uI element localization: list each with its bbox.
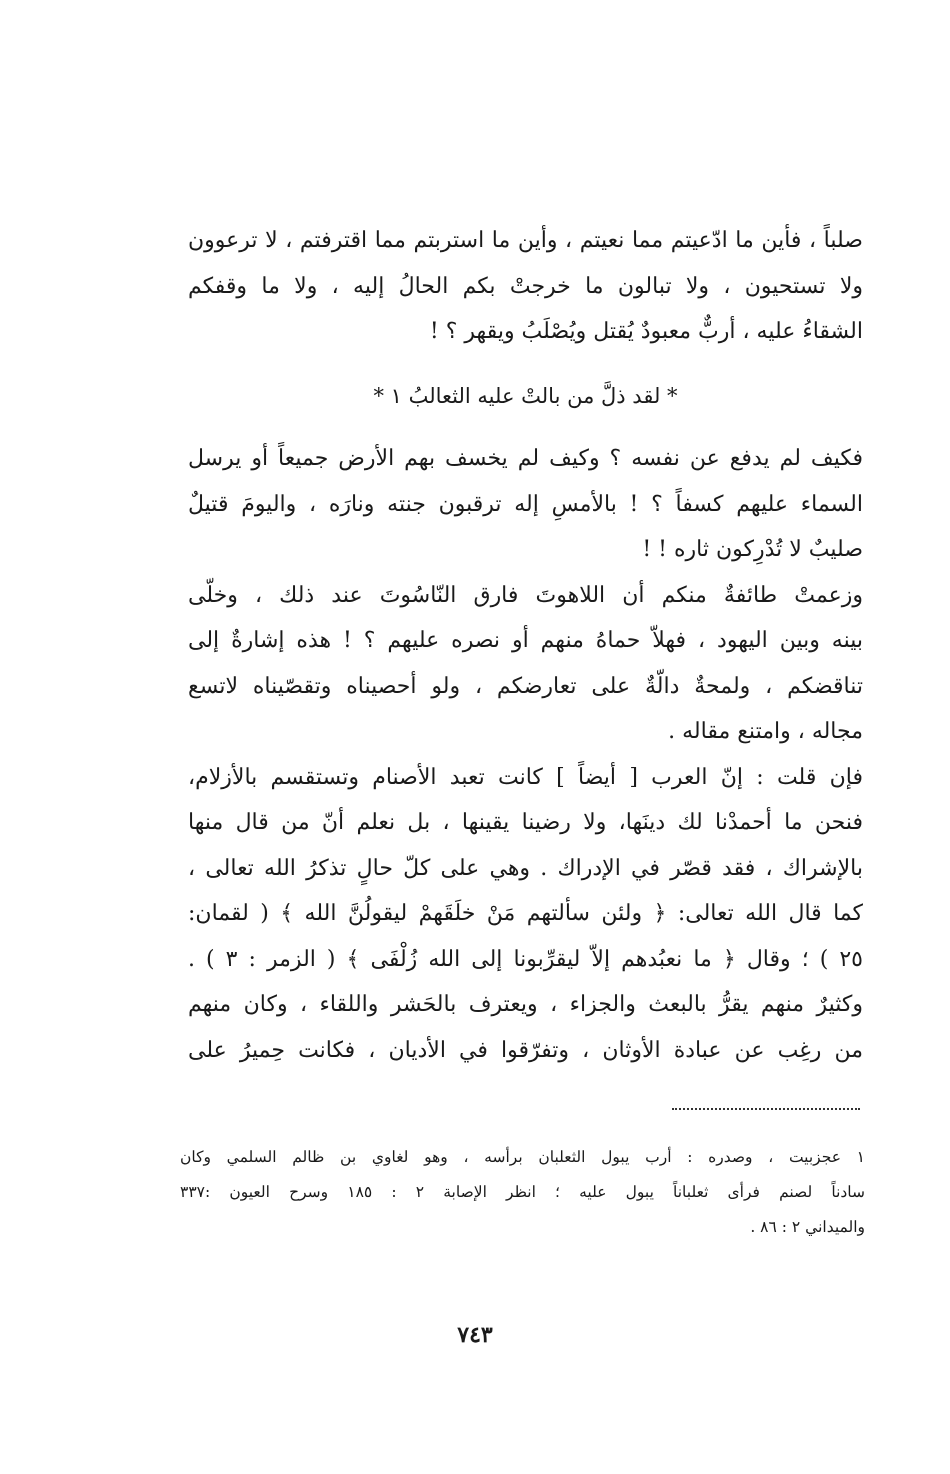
verse-line: * لقد ذلَّ من بالتْ عليه الثعالبُ ١ * bbox=[373, 384, 678, 408]
text-line: بينه وبين اليهود ، فهلاّ حماهُ منهم أو نصره عليهم ؟ ! هذه إشارةٌ إلى bbox=[188, 628, 863, 653]
text-line: ولا تستحيون ، ولا تبالون ما خرجتْ بكم الحالُ إليه ، ولا ما وقفكم bbox=[188, 273, 863, 299]
page-number: ٧٤٣ bbox=[457, 1322, 493, 1348]
text-line: بالإشراك ، فقد قصّر في الإدراك . وهي على كلّ حالٍ تذكرُ الله تعالى ، bbox=[188, 855, 863, 881]
text-line: من رغِب عن عبادة الأوثان ، وتفرّقوا في الأديان ، فكانت حِميرُ على bbox=[188, 1037, 863, 1063]
text-line: كما قال الله تعالى: ﴿ ولئن سألتهم مَنْ خلَقَهمْ ليقولُنَّ الله ﴾ ( لقمان: bbox=[188, 901, 863, 926]
text-line: وزعمتْ طائفةٌ منكم أن اللاهوتَ فارق النّاسُوتَ عند ذلك ، وخلّى bbox=[188, 582, 863, 608]
text-line: فنحن ما أحمدْنا لك دينَها، ولا رضينا يقينها ، بل نعلم أنّ من قال منها bbox=[188, 810, 863, 835]
footnote-line: سادناً لصنم فرأى ثعلباناً يبول عليه ؛ انظر الإصابة ٢ : ١٨٥ وسرح العيون :٣٣٧ bbox=[180, 1183, 865, 1201]
text-line: صليبٌ لا تُدْرِكون ثاره ! ! bbox=[642, 537, 863, 562]
text-line: السماء عليهم كسفاً ؟ ! بالأمسِ إله ترقبون جنته ونارَه ، واليومَ قتيلٌ bbox=[188, 491, 863, 517]
text-line: فكيف لم يدفع عن نفسه ؟ وكيف لم يخسف بهم الأرض جميعاً أو يرسل bbox=[188, 446, 863, 471]
text-line: الشقاءُ عليه ، أربٌّ معبودٌ يُقتل ويُصْلَبُ ويقهر ؟ ! bbox=[429, 319, 863, 344]
footnote-line: والميداني ٢ : ٨٦ . bbox=[750, 1218, 865, 1236]
paragraph-4 bbox=[188, 755, 863, 1074]
footnote-divider bbox=[672, 1108, 860, 1110]
paragraph-1 bbox=[188, 218, 863, 355]
text-line: وكثيرٌ منهم يقرُّ بالبعث والجزاء ، ويعترف بالحَشر واللقاء ، وكان منهم bbox=[188, 992, 863, 1017]
main-text bbox=[188, 436, 863, 1073]
footnote bbox=[180, 1140, 865, 1245]
footnote-line: ١ عجزبيت ، وصدره : أرب يبول الثعلبان برأسه ، وهو لغاوي بن ظالم السلمي وكان bbox=[180, 1148, 865, 1166]
text-line: تناقضكم ، ولمحةٌ دالّةٌ على تعارضكم ، ولو أحصيناه وتقصّيناه لاتسع bbox=[188, 673, 863, 699]
text-line: ٢٥ ) ؛ وقال ﴿ ما نعبُدهم إلاّ ليقرِّبونا إلى الله زُلْفَى ﴾ ( الزمر : ٣ ) . bbox=[188, 946, 863, 972]
paragraph-2 bbox=[188, 436, 863, 573]
text-line: فإن قلت : إنّ العرب [ أيضاً ] كانت تعبد الأصنام وتستقسم بالأزلام، bbox=[188, 764, 863, 790]
paragraph-3 bbox=[188, 573, 863, 755]
text-line: صلباً ، فأين ما ادّعيتم مما نعيتم ، وأين ما استربتم مما اقترفتم ، لا ترعوون bbox=[188, 228, 863, 253]
text-line: مجاله ، وامتنع مقاله . bbox=[668, 719, 863, 744]
